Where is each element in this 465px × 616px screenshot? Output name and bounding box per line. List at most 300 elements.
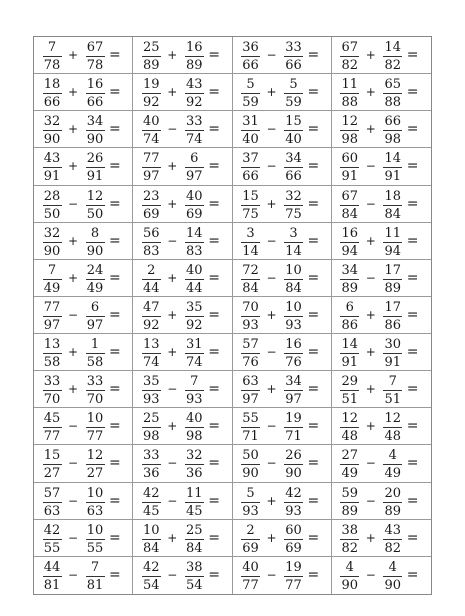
numerator: 11 [185, 485, 203, 501]
numerator: 10 [142, 522, 160, 538]
denominator: 91 [384, 169, 402, 185]
denominator: 48 [384, 429, 402, 445]
denominator: 83 [142, 243, 160, 259]
numerator: 13 [43, 337, 61, 353]
operator: − [67, 530, 79, 545]
denominator: 93 [185, 392, 203, 408]
denominator: 49 [384, 466, 402, 482]
second-fraction [84, 524, 106, 556]
numerator: 25 [142, 40, 160, 55]
numerator: 44 [43, 559, 61, 575]
denominator: 27 [43, 466, 61, 482]
equals-sign: = [406, 84, 419, 101]
fraction-bar [340, 539, 359, 540]
numerator: 34 [285, 374, 302, 390]
numerator: 6 [90, 299, 100, 315]
numerator: 45 [43, 411, 61, 427]
second-fraction [382, 264, 404, 296]
denominator: 86 [384, 317, 402, 333]
operator: − [365, 567, 376, 582]
equals-sign: = [208, 232, 220, 249]
denominator: 54 [142, 577, 160, 593]
denominator: 97 [185, 169, 203, 185]
numerator: 19 [285, 559, 302, 575]
first-fraction [240, 41, 262, 73]
equals-sign: = [208, 566, 220, 583]
fraction-bar [284, 167, 303, 168]
denominator: 97 [43, 317, 61, 333]
numerator: 12 [86, 188, 104, 204]
denominator: 93 [285, 503, 302, 519]
fraction-bar [86, 205, 105, 206]
problem-cell [332, 334, 431, 371]
first-fraction [339, 41, 361, 73]
equals-sign: = [109, 492, 121, 509]
denominator: 93 [285, 317, 302, 333]
denominator: 92 [142, 95, 160, 111]
numerator: 32 [285, 188, 302, 204]
operator: + [67, 48, 79, 62]
problem-cell [34, 148, 133, 185]
problem-cell [133, 260, 232, 297]
numerator: 60 [341, 151, 359, 167]
fraction-bar [43, 167, 62, 168]
numerator: 50 [242, 448, 259, 464]
equals-sign: = [307, 84, 320, 101]
equals-sign: = [109, 158, 121, 175]
operator: + [266, 382, 277, 397]
numerator: 27 [341, 448, 359, 464]
numerator: 24 [86, 262, 104, 278]
equals-sign: = [109, 232, 121, 249]
first-fraction [41, 78, 63, 110]
denominator: 55 [43, 540, 61, 556]
first-fraction [339, 561, 361, 593]
denominator: 90 [341, 577, 359, 593]
equals-sign: = [208, 47, 220, 63]
second-fraction [382, 41, 404, 73]
second-fraction [183, 561, 205, 593]
equals-sign: = [307, 418, 320, 435]
operator: + [67, 122, 79, 137]
second-fraction [382, 115, 404, 147]
first-fraction [41, 338, 63, 370]
numerator: 31 [185, 337, 203, 353]
numerator: 40 [185, 188, 203, 204]
fraction-bar [43, 427, 62, 428]
operator: + [365, 307, 376, 322]
numerator: 15 [242, 188, 259, 204]
first-fraction [140, 412, 162, 444]
first-fraction [240, 412, 262, 444]
problem-cell [34, 74, 133, 111]
second-fraction [283, 264, 305, 296]
problem-cell [34, 408, 133, 445]
problem-cell [233, 334, 332, 371]
operator: + [167, 159, 178, 174]
problem-cell [133, 557, 232, 594]
numerator: 40 [142, 114, 160, 130]
numerator: 34 [341, 262, 359, 278]
numerator: 15 [285, 114, 302, 130]
denominator: 66 [285, 169, 302, 185]
first-fraction [240, 561, 262, 593]
second-fraction [382, 152, 404, 184]
denominator: 84 [185, 540, 203, 556]
problem-cell [133, 74, 232, 111]
operator: + [365, 382, 376, 397]
fraction-bar [340, 56, 359, 57]
denominator: 98 [384, 132, 402, 148]
problem-cell [332, 483, 431, 520]
equals-sign: = [109, 47, 121, 63]
first-fraction [41, 449, 63, 481]
fraction-bar [383, 576, 402, 577]
equals-sign: = [307, 529, 320, 546]
denominator: 82 [341, 58, 359, 73]
numerator: 7 [90, 559, 100, 575]
fraction-bar [43, 353, 62, 354]
problem-cell [133, 223, 232, 260]
fraction-bar [284, 316, 303, 317]
numerator: 77 [43, 299, 61, 315]
denominator: 93 [242, 503, 259, 519]
first-fraction [140, 264, 162, 296]
numerator: 14 [185, 225, 203, 241]
fraction-bar [185, 316, 204, 317]
denominator: 89 [341, 280, 359, 296]
problem-cell [34, 483, 133, 520]
numerator: 33 [142, 448, 160, 464]
denominator: 91 [43, 169, 61, 185]
operator: − [365, 456, 376, 471]
first-fraction [339, 338, 361, 370]
fraction-bar [142, 93, 161, 94]
equals-sign: = [307, 344, 320, 361]
denominator: 90 [43, 132, 61, 148]
fraction-bar [185, 464, 204, 465]
denominator: 84 [142, 540, 160, 556]
operator: + [266, 530, 277, 545]
first-fraction [339, 190, 361, 222]
fraction-bar [43, 502, 62, 503]
denominator: 90 [86, 132, 104, 148]
denominator: 93 [242, 317, 259, 333]
denominator: 91 [341, 355, 359, 371]
first-fraction [41, 524, 63, 556]
fraction-bar [43, 576, 62, 577]
equals-sign: = [208, 195, 220, 212]
numerator: 42 [142, 559, 160, 575]
fraction-bar [383, 539, 402, 540]
denominator: 82 [384, 540, 402, 556]
problem-cell [133, 371, 232, 408]
first-fraction [41, 190, 63, 222]
first-fraction [140, 190, 162, 222]
numerator: 18 [43, 77, 61, 93]
operator: − [67, 456, 79, 471]
numerator: 42 [142, 485, 160, 501]
second-fraction [84, 115, 106, 147]
denominator: 36 [185, 466, 203, 482]
fraction-bar [241, 130, 260, 131]
denominator: 77 [43, 429, 61, 445]
fraction-bar [43, 130, 62, 131]
fraction-bar [43, 93, 62, 94]
second-fraction [283, 301, 305, 333]
denominator: 97 [86, 317, 104, 333]
equals-sign: = [109, 455, 121, 472]
numerator: 14 [341, 337, 359, 353]
problem-cell [233, 557, 332, 594]
first-fraction [41, 301, 63, 333]
numerator: 43 [185, 77, 203, 93]
problem-cell [34, 520, 133, 557]
first-fraction [140, 524, 162, 556]
numerator: 56 [142, 225, 160, 241]
fraction-bar [43, 205, 62, 206]
fraction-bar [284, 56, 303, 57]
denominator: 81 [86, 577, 104, 593]
second-fraction [283, 190, 305, 222]
numerator: 7 [190, 374, 199, 390]
first-fraction [41, 561, 63, 593]
first-fraction [41, 41, 63, 73]
fraction-bar [284, 390, 303, 391]
numerator: 38 [341, 522, 359, 538]
fraction-bar [142, 502, 161, 503]
equals-sign: = [406, 492, 419, 509]
denominator: 83 [185, 243, 203, 259]
denominator: 50 [86, 206, 104, 222]
fraction-bar [142, 130, 161, 131]
fraction-bar [142, 242, 161, 243]
fraction-bar [43, 539, 62, 540]
denominator: 74 [185, 132, 203, 148]
operator: − [67, 196, 79, 211]
fraction-bar [241, 167, 260, 168]
fraction-bar [185, 242, 204, 243]
denominator: 55 [86, 540, 104, 556]
denominator: 63 [86, 503, 104, 519]
problem-cell [133, 186, 232, 223]
fraction-bar [340, 390, 359, 391]
fraction-bar [142, 464, 161, 465]
second-fraction [84, 41, 106, 73]
denominator: 74 [142, 132, 160, 148]
operator: + [365, 530, 376, 545]
problem-cell [332, 260, 431, 297]
equals-sign: = [406, 566, 419, 583]
denominator: 92 [142, 317, 160, 333]
equals-sign: = [307, 269, 320, 286]
numerator: 28 [43, 188, 61, 204]
fraction-bar [86, 167, 105, 168]
numerator: 4 [345, 559, 354, 575]
fraction-bar [340, 464, 359, 465]
denominator: 88 [341, 95, 359, 111]
fraction-bar [43, 390, 62, 391]
numerator: 32 [43, 225, 61, 241]
denominator: 36 [142, 466, 160, 482]
second-fraction [283, 524, 305, 556]
operator: − [266, 456, 277, 471]
equals-sign: = [406, 418, 419, 435]
fraction-bar [340, 353, 359, 354]
denominator: 88 [384, 95, 402, 111]
operator: + [266, 85, 277, 100]
problem-cell [233, 223, 332, 260]
fraction-bar [43, 56, 62, 57]
first-fraction [240, 338, 262, 370]
equals-sign: = [307, 158, 320, 175]
numerator: 16 [285, 337, 302, 353]
numerator: 31 [242, 114, 259, 130]
operator: − [67, 493, 79, 508]
fraction-bar [383, 279, 402, 280]
denominator: 14 [285, 243, 302, 259]
denominator: 58 [86, 355, 104, 371]
problem-cell [133, 111, 232, 148]
operator: + [266, 493, 277, 508]
denominator: 77 [86, 429, 104, 445]
fraction-bar [340, 576, 359, 577]
numerator: 2 [246, 522, 255, 538]
problem-cell [133, 408, 232, 445]
fraction-worksheet-grid [33, 36, 432, 595]
second-fraction [382, 78, 404, 110]
denominator: 54 [185, 577, 203, 593]
problem-cell [34, 445, 133, 482]
fraction-bar [383, 316, 402, 317]
operator: − [266, 419, 277, 434]
numerator: 35 [142, 374, 160, 390]
fraction-bar [43, 464, 62, 465]
denominator: 59 [242, 95, 259, 111]
operator: + [167, 196, 178, 211]
first-fraction [140, 487, 162, 519]
fraction-bar [241, 205, 260, 206]
numerator: 16 [86, 77, 104, 93]
denominator: 45 [142, 503, 160, 519]
second-fraction [84, 449, 106, 481]
denominator: 49 [86, 280, 104, 296]
operator: − [167, 493, 178, 508]
second-fraction [84, 190, 106, 222]
first-fraction [41, 487, 63, 519]
problem-cell [133, 334, 232, 371]
operator: + [67, 85, 79, 100]
numerator: 12 [341, 114, 359, 130]
denominator: 84 [242, 280, 259, 296]
operator: − [167, 567, 178, 582]
denominator: 76 [285, 355, 302, 371]
fraction-bar [241, 427, 260, 428]
problem-cell [332, 408, 431, 445]
numerator: 33 [185, 114, 203, 130]
denominator: 66 [43, 95, 61, 111]
fraction-bar [383, 427, 402, 428]
first-fraction [41, 115, 63, 147]
fraction-bar [284, 576, 303, 577]
denominator: 14 [242, 243, 259, 259]
problem-cell [332, 445, 431, 482]
operator: + [365, 122, 376, 137]
equals-sign: = [208, 492, 220, 509]
numerator: 5 [246, 485, 255, 501]
operator: − [365, 196, 376, 211]
numerator: 26 [86, 151, 104, 167]
second-fraction [183, 152, 205, 184]
first-fraction [240, 524, 262, 556]
second-fraction [183, 524, 205, 556]
fraction-bar [284, 539, 303, 540]
fraction-bar [241, 502, 260, 503]
numerator: 33 [285, 40, 302, 55]
fraction-bar [86, 353, 105, 354]
problem-cell [233, 520, 332, 557]
first-fraction [240, 487, 262, 519]
numerator: 12 [384, 411, 402, 427]
operator: + [167, 345, 178, 360]
problem-cell [133, 297, 232, 334]
first-fraction [240, 190, 262, 222]
numerator: 65 [384, 77, 402, 93]
first-fraction [339, 301, 361, 333]
problem-cell [233, 371, 332, 408]
denominator: 91 [384, 355, 402, 371]
first-fraction [339, 524, 361, 556]
second-fraction [84, 487, 106, 519]
first-fraction [140, 152, 162, 184]
denominator: 78 [43, 58, 61, 73]
numerator: 47 [142, 299, 160, 315]
fraction-bar [241, 279, 260, 280]
operator: + [365, 345, 376, 360]
second-fraction [183, 338, 205, 370]
denominator: 51 [341, 392, 359, 408]
first-fraction [41, 412, 63, 444]
denominator: 71 [285, 429, 302, 445]
fraction-bar [241, 242, 260, 243]
denominator: 49 [43, 280, 61, 296]
fraction-bar [284, 502, 303, 503]
numerator: 7 [47, 262, 57, 278]
denominator: 89 [142, 58, 160, 73]
problem-cell [332, 223, 431, 260]
fraction-bar [241, 316, 260, 317]
problem-cell [34, 37, 133, 74]
denominator: 66 [285, 58, 302, 73]
equals-sign: = [109, 269, 121, 286]
first-fraction [339, 227, 361, 259]
numerator: 19 [142, 77, 160, 93]
equals-sign: = [406, 47, 419, 63]
equals-sign: = [307, 195, 320, 212]
operator: − [266, 159, 277, 174]
second-fraction [183, 412, 205, 444]
numerator: 14 [384, 40, 402, 55]
fraction-bar [142, 167, 161, 168]
fraction-bar [340, 427, 359, 428]
denominator: 84 [384, 206, 402, 222]
second-fraction [283, 412, 305, 444]
numerator: 26 [285, 448, 302, 464]
first-fraction [339, 264, 361, 296]
numerator: 33 [86, 374, 104, 390]
denominator: 75 [242, 206, 259, 222]
problem-cell [233, 111, 332, 148]
